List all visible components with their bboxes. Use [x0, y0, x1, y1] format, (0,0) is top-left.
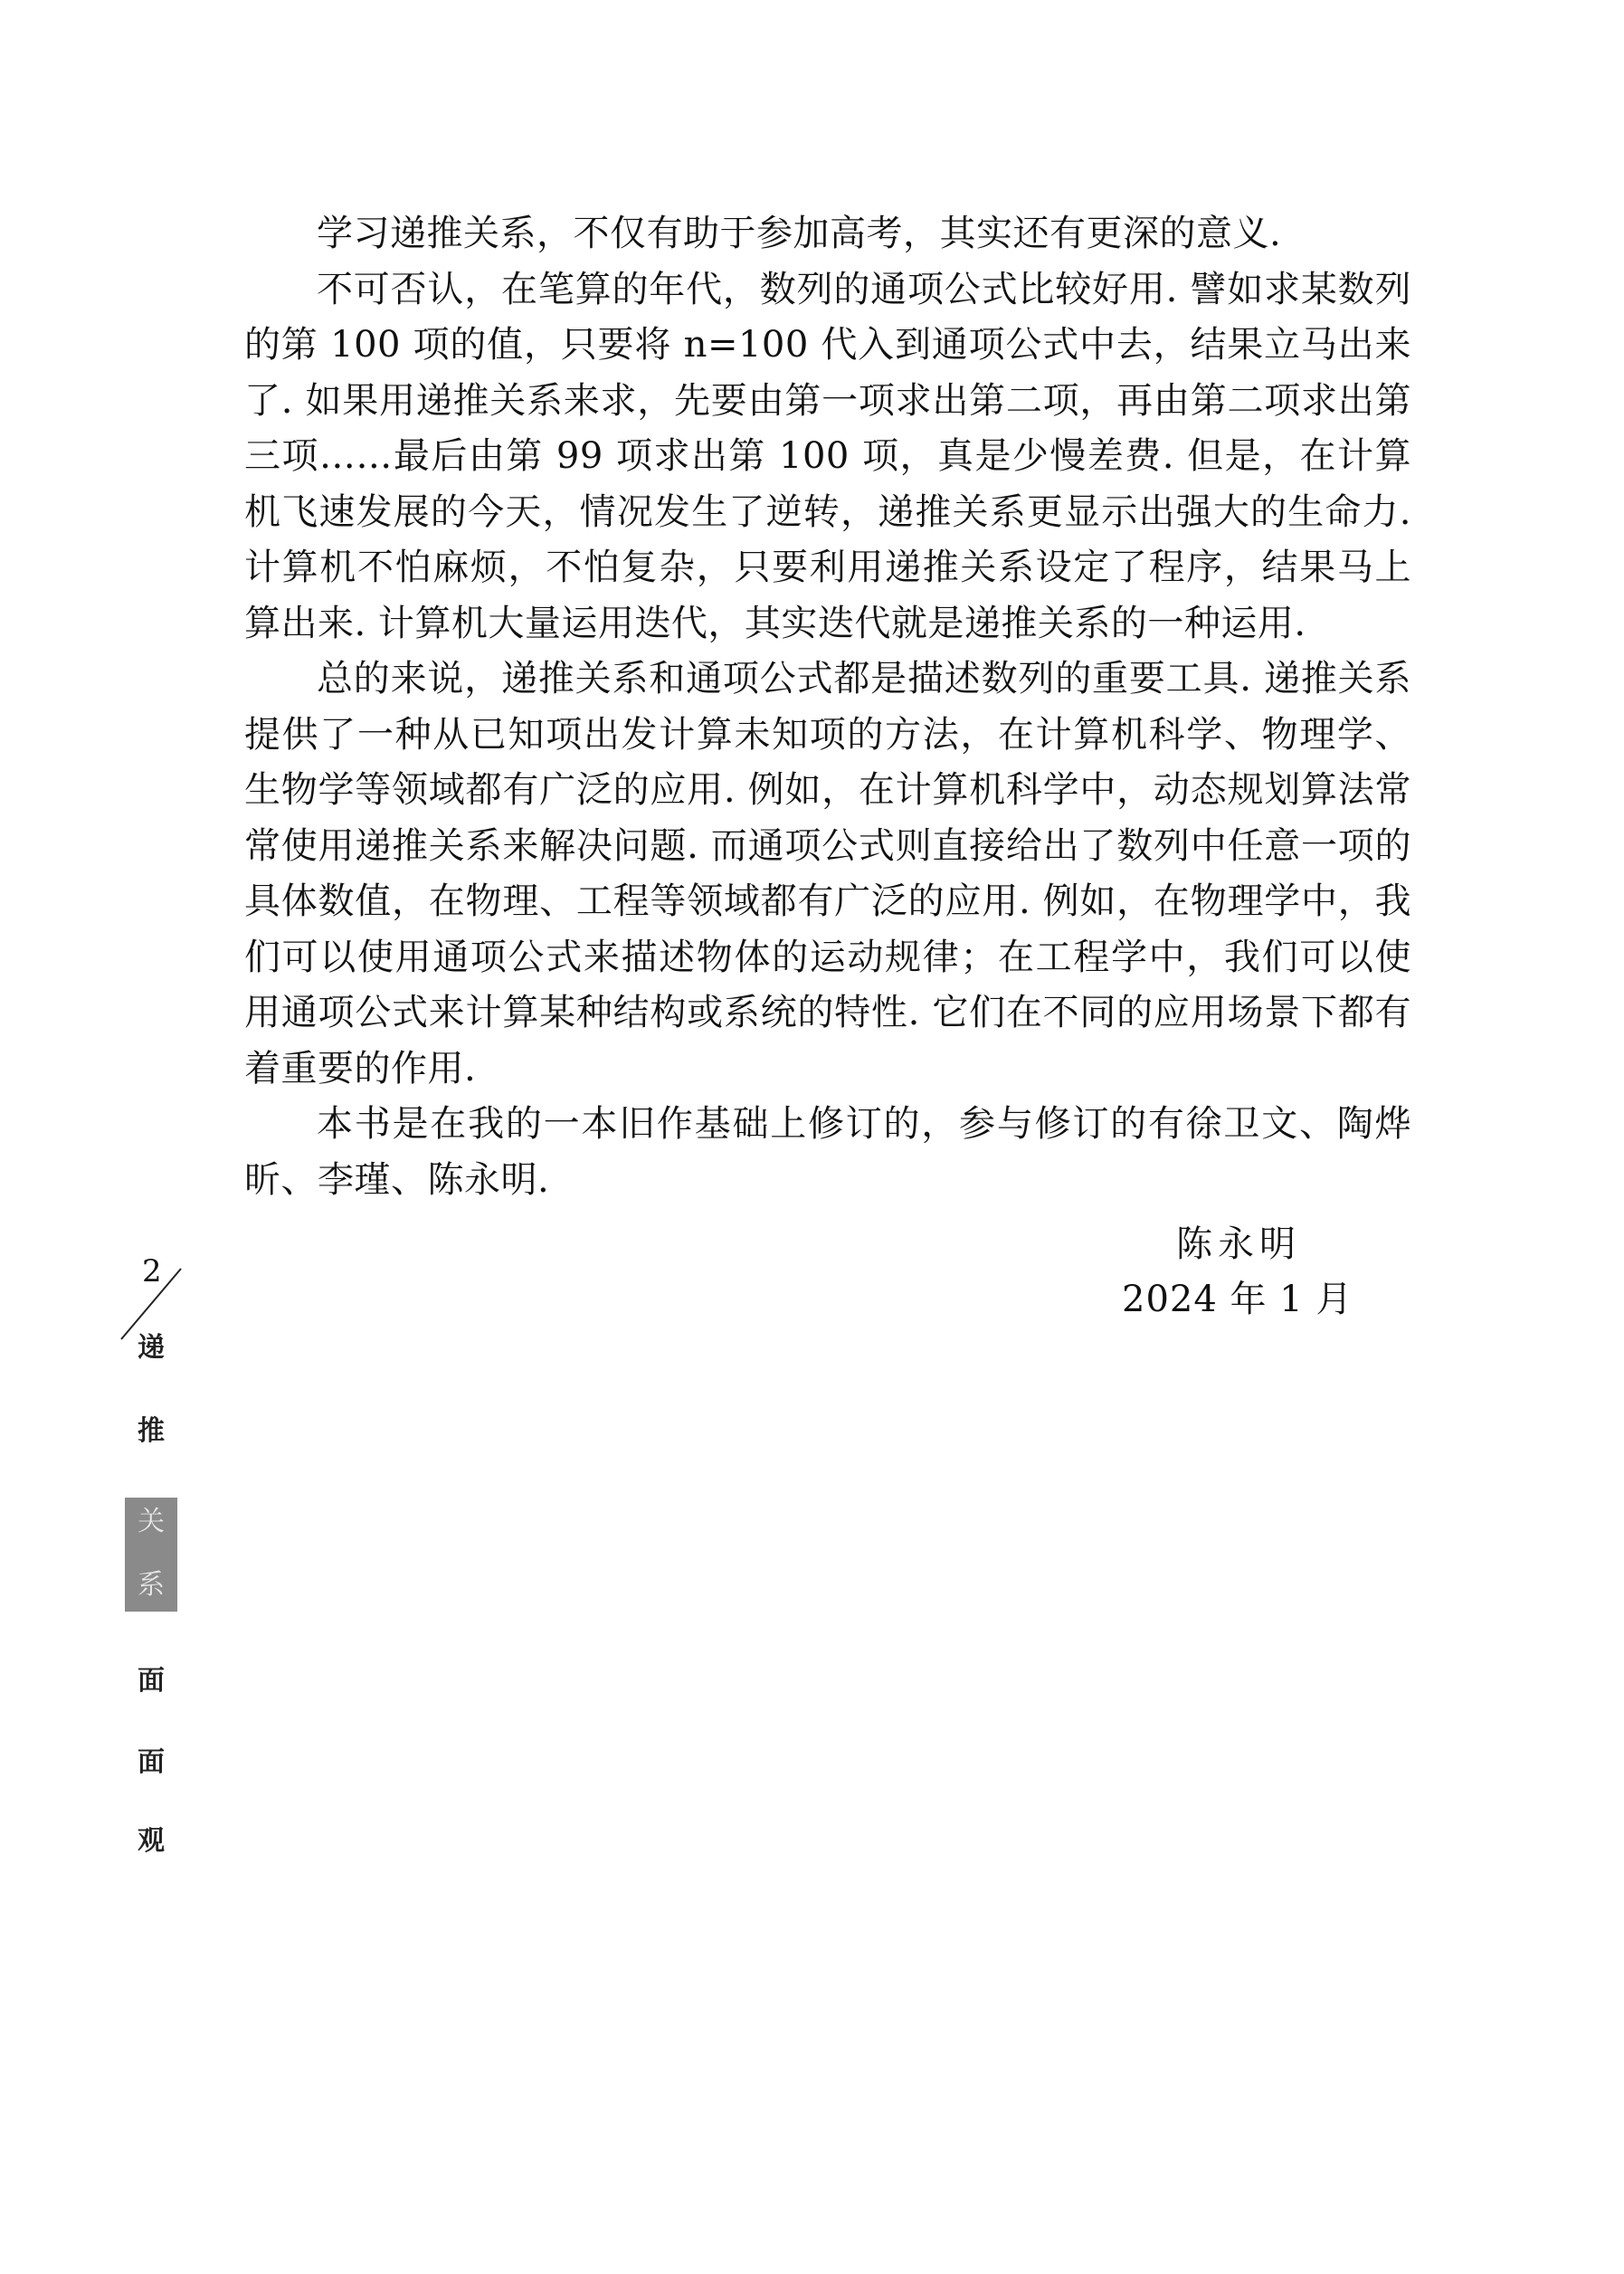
title-char: 观 — [138, 1825, 165, 1857]
paragraph-2: 不可否认，在笔算的年代，数列的通项公式比较好用. 譬如求某数列的第 100 项的值，只要将 n=100 代入到通项公式中去，结果立马出来了. 如果用递推关系来求，先要由第一项求出第二项，再由第二项求出第三项……最后由第 99 项求出第 100 项，真是少慢差费. 但是，在计算机飞速发展的今天，情况发生了逆转，递推关系更显示出强大的生命力. 计算机不怕麻烦，不怕复杂，只要利用递推关系设定了程序，结果马上算出来. 计算机大量运用迭代，其实迭代就是递推关系的一种运用. — [244, 268, 1411, 644]
title-char: 递 — [138, 1332, 165, 1364]
signature-date: 2024 年 1 月 — [1122, 1279, 1353, 1320]
page-number: 2 — [142, 1253, 162, 1289]
paragraph-4: 本书是在我的一本旧作基础上修订的，参与修订的有徐卫文、陶烨昕、李瑾、陈永明. — [244, 1103, 1411, 1201]
title-char: 推 — [138, 1415, 165, 1447]
title-char: 关 — [138, 1506, 165, 1537]
author-name: 陈永明 — [1176, 1223, 1301, 1265]
paragraph-1: 学习递推关系，不仅有助于参加高考，其实还有更深的意义. — [317, 213, 1282, 254]
running-book-title — [125, 1330, 177, 1864]
paragraph-3: 总的来说，递推关系和通项公式都是描述数列的重要工具. 递推关系提供了一种从已知项出发计算未知项的方法，在计算机科学、物理学、生物学等领域都有广泛的应用. 例如，在计算机科学中，动态规划算法常常使用递推关系来解决问题. 而通项公式则直接给出了数列中任意一项的具体数值，在物理、工程等领域都有广泛的应用. 例如，在物理学中，我们可以使用通项公式来描述物体的运动规律；在工程学中，我们可以使用通项公式来计算某种结构或系统的特性. 它们在不同的应用场景下都有着重要的作用. — [244, 658, 1411, 1089]
title-char: 面 — [138, 1746, 165, 1778]
title-char: 面 — [138, 1665, 165, 1697]
title-char: 系 — [138, 1569, 165, 1601]
signature-block — [1122, 1217, 1375, 1327]
preface-body — [244, 206, 1411, 1208]
